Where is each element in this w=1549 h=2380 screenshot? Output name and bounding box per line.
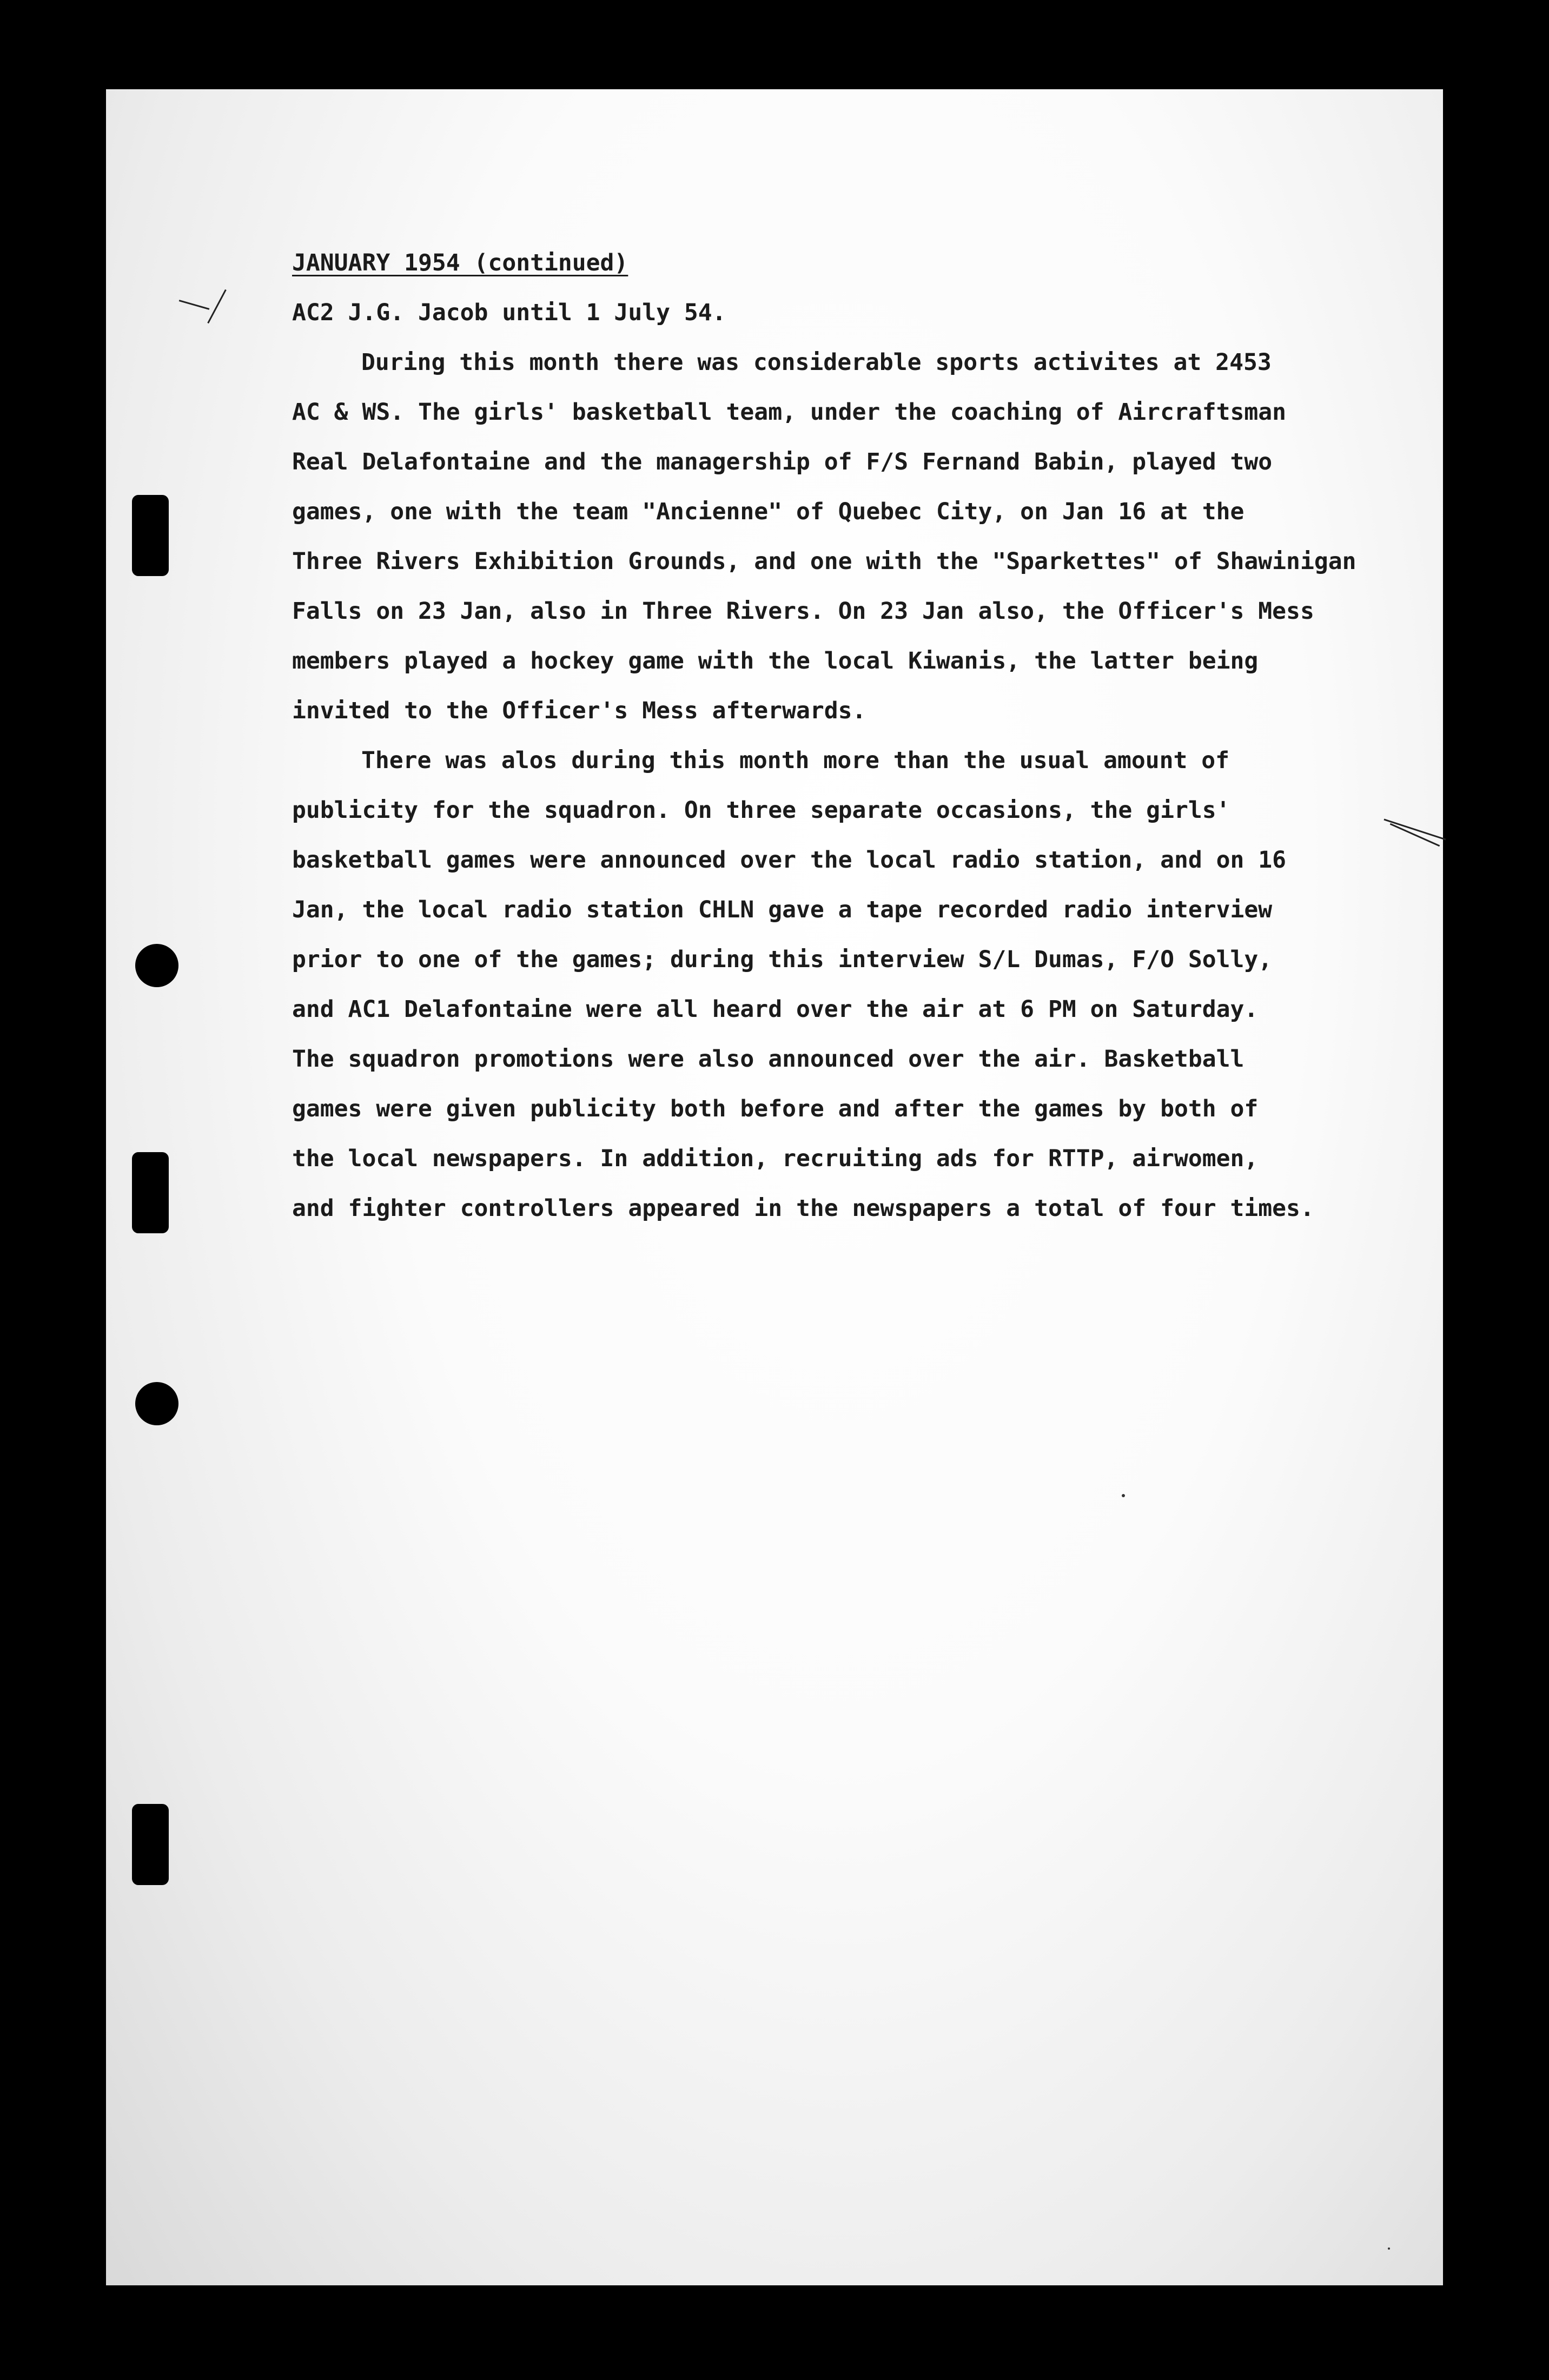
paragraph-line: and fighter controllers appeared in the newspapers a total of four times. bbox=[292, 1195, 1314, 1222]
paragraph-line: The squadron promotions were also announced over the air. Basketball bbox=[292, 1046, 1245, 1073]
binder-hole-round-lower bbox=[135, 1382, 178, 1425]
document-body bbox=[292, 238, 1356, 1233]
paragraph-line: There was alos during this month more than the usual amount of bbox=[361, 747, 1230, 774]
paragraph-line: and AC1 Delafontaine were all heard over the air at 6 PM on Saturday. bbox=[292, 996, 1259, 1023]
binder-hole-top bbox=[132, 495, 169, 576]
paragraph-1 bbox=[292, 338, 1356, 736]
paragraph-line: the local newspapers. In addition, recruiting ads for RTTP, airwomen, bbox=[292, 1145, 1259, 1172]
paragraph-line: Real Delafontaine and the managership of F/S Fernand Babin, played two bbox=[292, 448, 1273, 475]
paragraph-line: basketball games were announced over the local radio station, and on 16 bbox=[292, 847, 1287, 874]
paragraph-line: prior to one of the games; during this interview S/L Dumas, F/O Solly, bbox=[292, 946, 1273, 973]
page-heading: JANUARY 1954 (continued) bbox=[292, 249, 628, 276]
paragraph-line: publicity for the squadron. On three separate occasions, the girls' bbox=[292, 797, 1230, 824]
binder-hole-round-upper bbox=[135, 944, 178, 987]
paragraph-line: Jan, the local radio station CHLN gave a tape recorded radio interview bbox=[292, 896, 1273, 923]
speck bbox=[1388, 2247, 1390, 2250]
intro-line: AC2 J.G. Jacob until 1 July 54. bbox=[292, 299, 726, 326]
speck bbox=[1122, 1494, 1125, 1497]
paragraph-line: games, one with the team "Ancienne" of Quebec City, on Jan 16 at the bbox=[292, 498, 1245, 525]
paragraph-line: Falls on 23 Jan, also in Three Rivers. On 23 Jan also, the Officer's Mess bbox=[292, 598, 1314, 625]
paragraph-line: members played a hockey game with the local Kiwanis, the latter being bbox=[292, 647, 1259, 675]
paragraph-line: During this month there was considerable sports activites at 2453 bbox=[361, 349, 1272, 376]
binder-hole-bottom bbox=[132, 1804, 169, 1885]
pencil-tick-mark-2 bbox=[207, 289, 227, 323]
paragraph-line: games were given publicity both before and after the games by both of bbox=[292, 1095, 1259, 1122]
margin-scribble bbox=[1383, 819, 1446, 841]
paragraph-line: Three Rivers Exhibition Grounds, and one with the "Sparkettes" of Shawinigan bbox=[292, 548, 1356, 575]
paragraph-line: AC & WS. The girls' basketball team, under the coaching of Aircraftsman bbox=[292, 399, 1287, 426]
paragraph-line: invited to the Officer's Mess afterwards. bbox=[292, 697, 866, 724]
binder-hole-middle bbox=[132, 1152, 169, 1233]
heading-line bbox=[292, 238, 1320, 288]
pencil-tick-mark bbox=[179, 300, 210, 310]
paragraph-2 bbox=[292, 736, 1320, 1233]
